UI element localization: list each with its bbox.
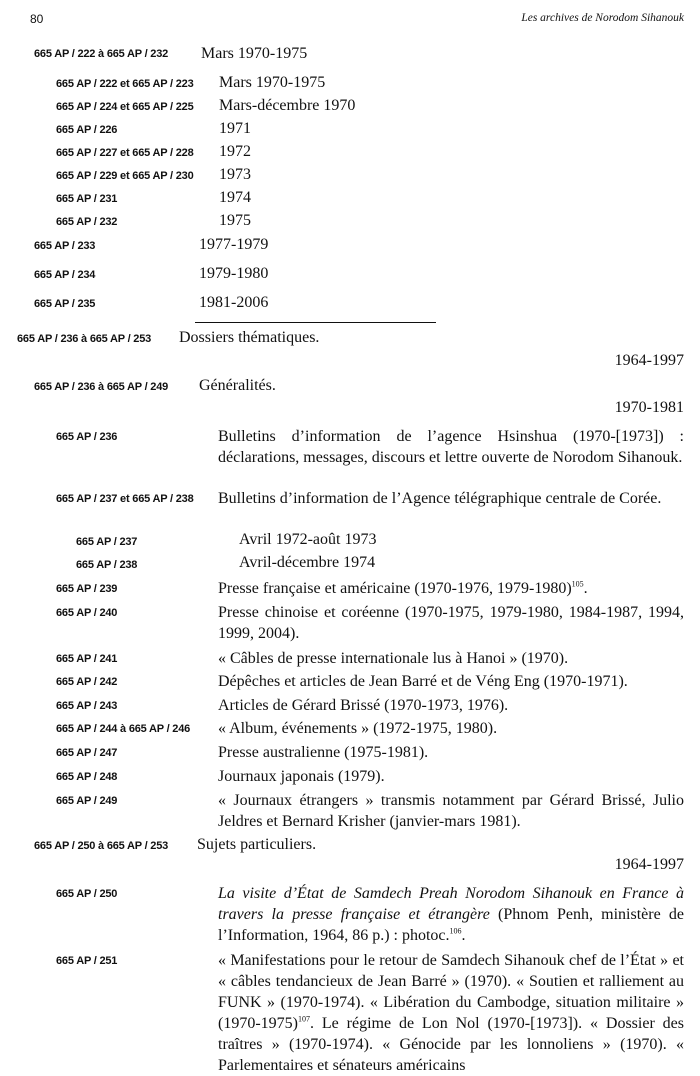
chron-code: 665 AP / 231 [56,193,118,205]
entry-code: 665 AP / 244 à 665 AP / 246 [56,723,191,735]
entry-code: 665 AP / 243 [56,700,118,712]
entry-code: 665 AP / 240 [56,607,118,619]
chron-code: 665 AP / 226 [56,124,118,136]
entry-description: Presse australienne (1975-1981). [218,744,429,761]
generalites-code: 665 AP / 236 à 665 AP / 249 [34,381,169,393]
entry-code: 665 AP / 248 [56,771,118,783]
footnote-ref: 106 [449,926,462,936]
chron-text: 1979-1980 [199,265,269,282]
chron-code: 665 AP / 222 et 665 AP / 223 [56,78,194,90]
entry-description: « Album, événements » (1972-1975, 1980). [218,720,498,737]
entry-description: La visite d’État de Samdech Preah Norodom Sihanouk en France à travers la presse française et étrangère (Phnom Penh, ministère de l’Information, 1964, 86 p.) : photoc.$^{106}$. [218,885,685,944]
entry-code: 665 AP / 242 [56,676,118,688]
entry-code: 665 AP / 241 [56,653,118,665]
entry-description: « Journaux étrangers » transmis notamment par Gérard Brissé, Julio Jeldres et Bernard Krisher (janvier-mars 1981). [218,792,684,830]
sujets-code: 665 AP / 250 à 665 AP / 253 [34,840,169,852]
chron-code: 665 AP / 234 [34,269,96,281]
entry-code: 665 AP / 251 [56,955,118,967]
chron-text: 1977-1979 [199,236,269,253]
subentry-code: 665 AP / 238 [76,559,138,571]
entry-code: 665 AP / 237 et 665 AP / 238 [56,493,194,505]
dossiers-code: 665 AP / 236 à 665 AP / 253 [17,333,152,345]
chron-code: 665 AP / 227 et 665 AP / 228 [56,147,194,159]
footnote-ref: 107 [297,1014,310,1024]
chron-text: 1974 [219,189,251,206]
entry-code: 665 AP / 239 [56,583,118,595]
sujets-title: Sujets particuliers. [197,836,317,853]
entry-description: Journaux japonais (1979). [218,768,385,785]
entry-description: « Câbles de presse internationale lus à Hanoi » (1970). [218,650,569,667]
chron-code: 665 AP / 235 [34,298,96,310]
entry-description: « Manifestations pour le retour de Samdech Sihanouk chef de l’État » et « câbles tendancieux de Jean Barré » (1970). « Soutien et ralliement au FUNK » (1970-1974). « Libération du Cambodge, situation militaire » (1970-1975)$^{107}$. Le régime de Lon Nol (1970-[1973]). « Dossier des traîtres » (1970-1974). « Génocide par les lonnoliens » (1970). « Parlementaires et sénateurs américains [218,952,684,1074]
chron-code: 665 AP / 229 et 665 AP / 230 [56,170,194,182]
entry-description: Articles de Gérard Brissé (1970-1973, 1976). [218,697,509,714]
subentry-text: Avril 1972-août 1973 [239,531,377,548]
generalites-title: Généralités. [199,377,276,394]
chron-text: Mars-décembre 1970 [219,97,356,114]
subentry-code: 665 AP / 237 [76,536,138,548]
chron-text: Mars 1970-1975 [219,74,326,91]
page-number: 80 [30,12,44,26]
section-divider [195,322,436,323]
chron-text: 1981-2006 [199,294,269,311]
chron-head-text: Mars 1970-1975 [201,45,308,62]
dossiers-dates: 1964-1997 [614,352,684,369]
chron-text: 1975 [219,212,251,229]
entry-code: 665 AP / 250 [56,888,118,900]
chron-text: 1973 [219,166,251,183]
footnote-ref: 105 [571,579,584,589]
chron-text: 1972 [219,143,251,160]
entry-description: Presse française et américaine (1970-1976, 1979-1980)$^{105}$. [218,579,588,597]
chron-code: 665 AP / 224 et 665 AP / 225 [56,101,194,113]
subentry-text: Avril-décembre 1974 [239,554,376,571]
chron-text: 1971 [219,120,251,137]
entry-code: 665 AP / 247 [56,747,118,759]
entry-description: Bulletins d’information de l’Agence télégraphique centrale de Corée. [218,490,662,507]
entry-code: 665 AP / 236 [56,431,118,443]
chron-code: 665 AP / 232 [56,216,118,228]
generalites-dates: 1970-1981 [614,399,684,416]
entry-description: Presse chinoise et coréenne (1970-1975, 1979-1980, 1984-1987, 1994, 1999, 2004). [218,604,684,642]
entry-code: 665 AP / 249 [56,795,118,807]
chron-head-code: 665 AP / 222 à 665 AP / 232 [34,48,169,60]
chron-code: 665 AP / 233 [34,240,96,252]
entry-description: Dépêches et articles de Jean Barré et de Véng Eng (1970-1971). [218,673,628,690]
entry-description: Bulletins d’information de l’agence Hsinshua (1970-[1973]) : déclarations, messages, discours et lettre ouverte de Norodom Sihanouk. [218,428,684,466]
dossiers-title: Dossiers thématiques. [179,329,320,346]
running-title: Les archives de Norodom Sihanouk [521,12,684,24]
sujets-dates: 1964-1997 [614,856,684,873]
